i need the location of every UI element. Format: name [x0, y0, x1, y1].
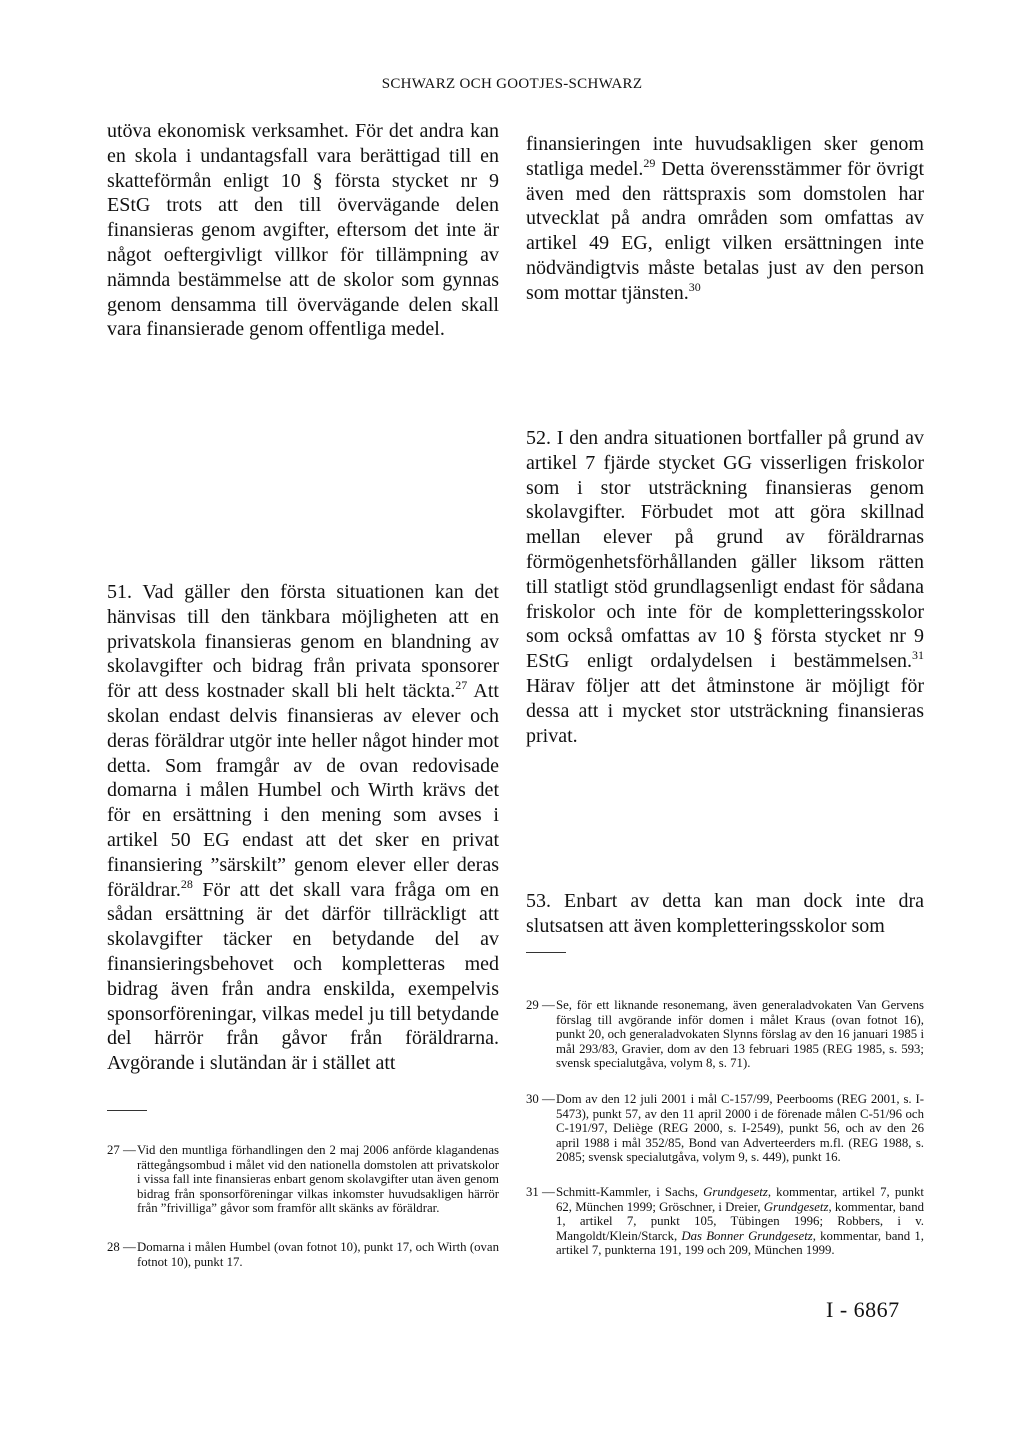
left-top-paragraph: utöva ekonomisk verksamhet. För det andra kan en skola i undantagsfall vara berättigad till en skatteförmån enligt 10 § första stycket nr 9 EStG trots att den till övervägande delen finansieras genom avgifter, eftersom det inte är något oeftergivligt villkor för tillämpning av nämnda bestämmelse att de skolor som gynnas genom densamma till övervägande delen skall vara finansierade genom offentliga medel. — [107, 120, 499, 341]
paragraph-53: 53. Enbart av detta kan man dock inte dra slutsatsen att även kompletteringsskolor som — [526, 890, 924, 937]
page-number: I - 6867 — [826, 1297, 900, 1322]
paragraph-51: 51. Vad gäller den första situationen kan det hänvisas till den tänkbara möjligheten att en privatskola finansieras genom en blandning av skolavgifter och bidrag från privata sponsorer för att dess kostnader skall bli helt täckta.$^{27}$ Att skolan endast delvis finansieras av elever och deras föräldrar utgör inte heller något hinder mot detta. Som framgår av de ovan redovisade domarna i målen Humbel och Wirth krävs det för en ersättning i den mening som avses i artikel 50 EG endast att det sker en privat finansiering ”särskilt” genom elever eller deras föräldrar.$^{28}$ För att det skall vara fråga om en sådan ersättning är det därför tillräckligt att skolavgifter täcker en betydande del av finansieringsbehovet och kompletteras med bidrag även från andra enskilda, exempelvis sponsorföreningar, vilkas medel ju till betydande del härrör från gåvor från föräldrarna. Avgörande i slutändan är i stället att — [107, 581, 499, 1075]
running-header: SCHWARZ OCH GOOTJES-SCHWARZ — [381, 76, 643, 92]
footnote-ref-31[interactable]: 31 — [912, 648, 924, 663]
paragraph-52: 52. I den andra situationen bortfaller på grund av artikel 7 fjärde stycket GG visserligen friskolor som i stor utsträckning finansieras genom skolavgifter. Förbudet mot att göra skillnad mellan elever på grund av föräldrarnas förmögenhetsförhållanden gäller liksom rätten till statligt stöd grundlagsenligt endast för sådana friskolor och inte för de kompletteringsskolor som också omfattas av 10 § första stycket nr 9 EStG enligt ordalydelsen i bestämmelsen.$^{31}$ Härav följer att det åtminstone är möjligt för dessa att i mycket stor utsträckning finansieras privat. — [526, 427, 924, 747]
footnote-ref-27[interactable]: 27 — [455, 678, 468, 693]
footnote-ref-30[interactable]: 30 — [688, 279, 701, 294]
right-top-paragraph: finansieringen inte huvudsakligen sker genom statliga medel.$^{29}$ Detta överensstämmer för övrigt även med den rättspraxis som domstolen har utvecklat på andra områden som omfattas av artikel 49 EG, enligt vilken ersättningen inte nödvändigtvis måste betalas just av den person som mottar tjänsten.$^{30}$ — [526, 133, 925, 304]
footnote-27: 27 — Vid den muntliga förhandlingen den 2 maj 2006 anförde klagandenas rättegångsombud i målet vid den nationella domstolen att privatskolor i vissa fall inte finansieras enbart genom skolavgifter utan även genom bidrag från sponsorföreningar vilkas inkomster huvudsakligen härrör från ”frivilliga” gåvor som framför allt skänks av föräldrar. — [107, 1143, 499, 1216]
footnote-31: 31 — Schmitt-Kammler, i Sachs, Grundgesetz, kommentar, artikel 7, punkt 62, München 1999; Gröschner, i Dreier, Grundgesetz, kommentar, band 1, artikel 7, punkt 105, Tübingen 1996; Robbers, i v. Mangoldt/Klein/Starck, Das Bonner Grundgesetz, kommentar, band 1, artikel 7, punkterna 191, 199 och 209, München 1999. — [526, 1185, 924, 1258]
footnote-rule-right — [526, 952, 566, 953]
footnote-ref-28[interactable]: 28 — [180, 876, 193, 891]
footnote-30: 30 — Dom av den 12 juli 2001 i mål C-157/99, Peerbooms (REG 2001, s. I-5473), punkt 57, av den 11 april 2000 i de förenade målen C-51/96 och C-191/97, Deliège (REG 2000, s. I-2549), punkt 56, och av den 26 april 1988 i mål 352/85, Bond van Adverteerders m.fl. (REG 1988, s. 2085; svensk specialutgåva, volym 9, s. 449), punkt 16. — [526, 1092, 924, 1165]
footnote-ref-29[interactable]: 29 — [643, 155, 656, 170]
footnote-29: 29 — Se, för ett liknande resonemang, även generaladvokaten Van Gervens förslag till avgörande inför domen i målet Kraus (ovan fotnot 16), punkt 20, och generaladvokaten Slynns förslag av den 16 januari 1985 i mål 293/83, Gravier, dom av den 13 februari 1985 (REG 1985, s. 593; svensk specialutgåva, volym 8, s. 71). — [526, 998, 924, 1071]
footnote-28: 28 — Domarna i målen Humbel (ovan fotnot 10), punkt 17, och Wirth (ovan fotnot 10), punkt 17. — [107, 1240, 499, 1269]
footnote-rule-left — [107, 1110, 147, 1111]
